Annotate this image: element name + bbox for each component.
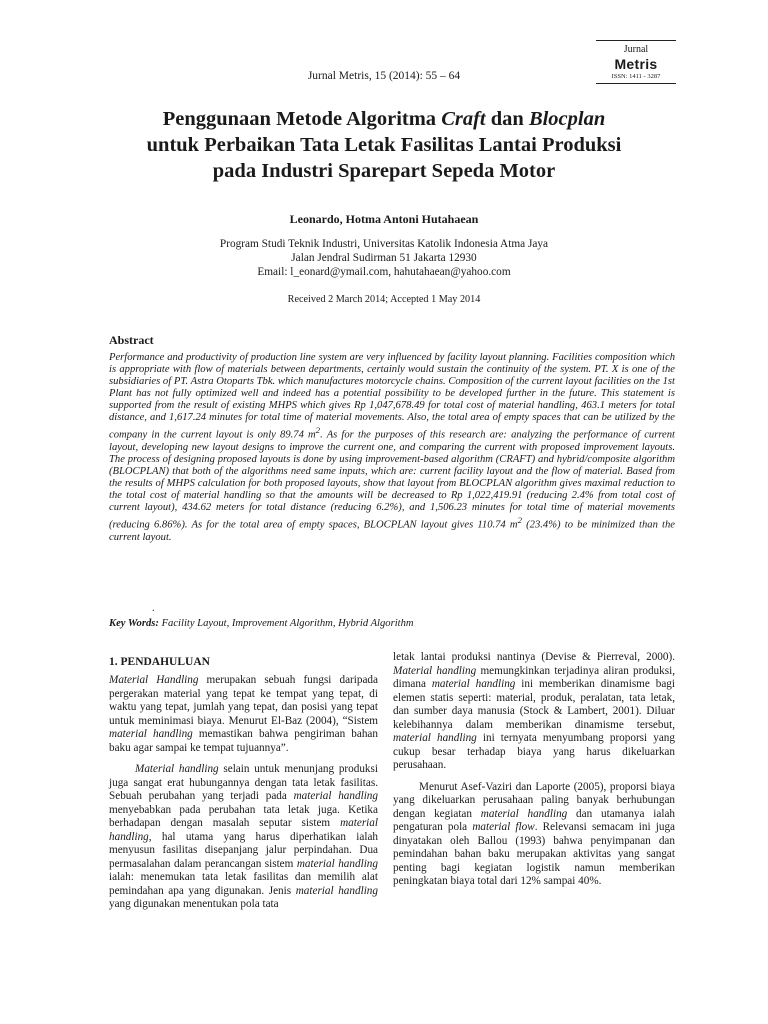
abstract-heading: Abstract	[109, 333, 154, 347]
italic-term: Material handling	[135, 763, 219, 775]
title-line-1	[60, 106, 708, 132]
italic-term: material handling	[109, 817, 378, 843]
authors: Leonardo, Hotma Antoni Hutahaean	[289, 212, 479, 226]
paragraph	[393, 781, 675, 889]
abstract-text: (23.4%) to be minimized than the current layout.	[109, 519, 676, 543]
paragraph	[109, 674, 378, 755]
badge-rule-bottom	[596, 83, 676, 84]
text-run: , hal utama yang harus diperhatikan ialah menyusun fasilitas disepanjang jalur perpindahan. Dua permasalahan dalam perancangan sistem	[109, 830, 378, 870]
italic-term: material handling	[109, 728, 193, 740]
paragraph	[109, 763, 378, 912]
italic-term: material handling	[393, 732, 477, 744]
text-run: letak lantai produksi nantinya (Devise & Pierreval, 2000).	[393, 651, 675, 663]
text-run: ini ternyata menyumbang proporsi yang cukup besar terhadap biaya yang harus dikeluarkan perusahaan.	[393, 732, 675, 771]
italic-term: material handling	[431, 678, 516, 690]
abstract-text: . As for the purposes of this research are: analyzing the performance of current layout, developing new layout designs to improve the current one, and comparing the current with proposed improvement layouts. The process of designing proposed layouts is done by using improvement-based algorithm (CRAFT) and hybrid/composite algorithm (BLOCPLAN) that both of the algorithms need same inputs, which are: current facility layout and the flow of material. Based from the results of MHPS calculation for both proposed layouts, show that layout from BLOCPLAN algorithm gives maximal reduction to the total cost of material handling so that the amounts will be decreased to Rp 1,022,419.91 (reducing 2.4% from total cost of current layout), 434.62 meters for total distance (reducing 6.2%), and 1,506.23 minutes for total time of material movements (reducing 6.86%). As for the total area of empty spaces, BLOCPLAN layout gives 110.74 m	[109, 429, 675, 531]
affiliation-line-2: Jalan Jendral Sudirman 51 Jakarta 12930	[291, 252, 477, 264]
text-run: dan utamanya ialah pengaturan pola	[393, 807, 675, 833]
keywords	[109, 618, 414, 629]
badge-issn: ISSN: 1411 - 3287	[611, 73, 661, 80]
affiliation-email: Email: l_eonard@ymail.com, hahutahaean@yahoo.com	[257, 266, 511, 278]
text-run: ialah: menemukan tata letak fasilitas dan memilih alat pemindahan apa yang digunakan. Jenis	[109, 871, 378, 897]
title-text: dan	[485, 108, 529, 130]
title-blocplan: Blocplan	[528, 108, 606, 130]
text-run: selain untuk menunjang produksi juga sangat erat hubungannya dengan tata letak fasilitas. Sebuah perubahan yang terjadi pada	[109, 763, 378, 802]
italic-term: material handling	[480, 807, 568, 820]
italic-term: material flow	[472, 821, 535, 833]
badge-rule-top	[596, 40, 676, 41]
abstract-superscript: 2	[517, 515, 522, 526]
title-line-2: untuk Perbaikan Tata Letak Fasilitas Lantai Produksi	[146, 134, 622, 156]
text-run: yang digunakan menentukan pola tata	[109, 898, 279, 910]
abstract-superscript: 2	[315, 425, 321, 436]
left-column	[109, 674, 378, 912]
text-run: . Relevansi semacam ini juga dinyatakan oleh Ballou (1993) bahwa penyimpanan dan pemindahan bahan baku merupakan aktivitas yang sangat penting bagi kegiatan logistik namun memberikan peningkatan biaya total dari 12% sampai 40%.	[393, 821, 675, 887]
italic-term: material handling	[295, 884, 378, 897]
affiliation	[0, 237, 768, 279]
text-run: Menurut Asef-Vaziri dan Laporte (2005), proporsi biaya yang dikeluarkan perusahaan paling banyak berhubungan dengan kegiatan	[393, 780, 675, 820]
text-run: ini memberikan dinamisme bagi elemen statis seperti: material, produk, peralatan, tata letak, dan sumber daya manusia (Stock & Lambert, 2001). Diluar kelebihannya dalam memberikan dinamisme tersebut,	[393, 678, 675, 731]
affiliation-line-1: Program Studi Teknik Industri, Universitas Katolik Indonesia Atma Jaya	[219, 238, 549, 250]
italic-term: material handling	[296, 857, 378, 870]
text-run: menyebabkan pada perubahan tata letak juga. Ketika berhadapan dengan masalah seputar sistem	[109, 803, 378, 829]
paragraph	[393, 651, 675, 773]
text-run: merupakan sebuah fungsi daripada pergerakan material yang tepat ke tempat yang tepat, di waktu yang tepat, jumlah yang tepat, dan posisi yang tepat untuk meminimasi biaya. Menurut El-Baz (2004), “Sistem	[109, 674, 378, 727]
journal-citation: Jurnal Metris, 15 (2014): 55 – 64	[307, 70, 461, 82]
keywords-label: Key Words:	[109, 618, 159, 629]
received-dates: Received 2 March 2014; Accepted 1 May 2014	[287, 294, 481, 305]
section-heading-pendahuluan: 1. PENDAHULUAN	[109, 656, 210, 668]
italic-term: Material Handling	[109, 674, 199, 686]
abstract-body	[109, 352, 675, 544]
paper-title	[60, 106, 708, 184]
abstract-dot: .	[152, 603, 155, 614]
badge-journal-name: Metris	[614, 56, 658, 72]
title-text: Penggunaan Metode Algoritma	[162, 108, 442, 130]
text-run: memungkinkan terjadinya aliran produksi, dimana	[393, 664, 676, 690]
right-column	[393, 651, 675, 889]
title-line-3: pada Industri Sparepart Sepeda Motor	[212, 160, 556, 182]
text-run: memastikan bahwa pengiriman bahan baku agar sampai ke tempat tujuannya”.	[109, 728, 378, 754]
italic-term: Material handling	[393, 664, 477, 677]
abstract-text: Performance and productivity of production line system are very influenced by facility layout planning. Facilities composition which is appropriate with flow of materials between departments, certainly would sustain the continuity of the system. PT. X is one of the subsidiaries of PT. Astra Otoparts Tbk. which manufactures motorcycle chains. Composition of the current layout facilities on the 1st Plant has not fully optimized well and indeed has a potential possibility to be developed further in the future. This statement is supported from the result of existing MHPS which gives Rp 1,047,678.49 for total cost of material handling, 463.1 meters for total distance, and 1,617.24 minutes for total time of material movements. Also, the total area of empty spaces that can be utilized by the company in the current layout is only 89.74 m	[109, 352, 675, 441]
italic-term: material handling	[293, 790, 378, 802]
title-craft: Craft	[441, 108, 486, 130]
badge-journal-label: Jurnal	[623, 44, 649, 55]
keywords-text: Facility Layout, Improvement Algorithm, Hybrid Algorithm	[158, 618, 414, 629]
